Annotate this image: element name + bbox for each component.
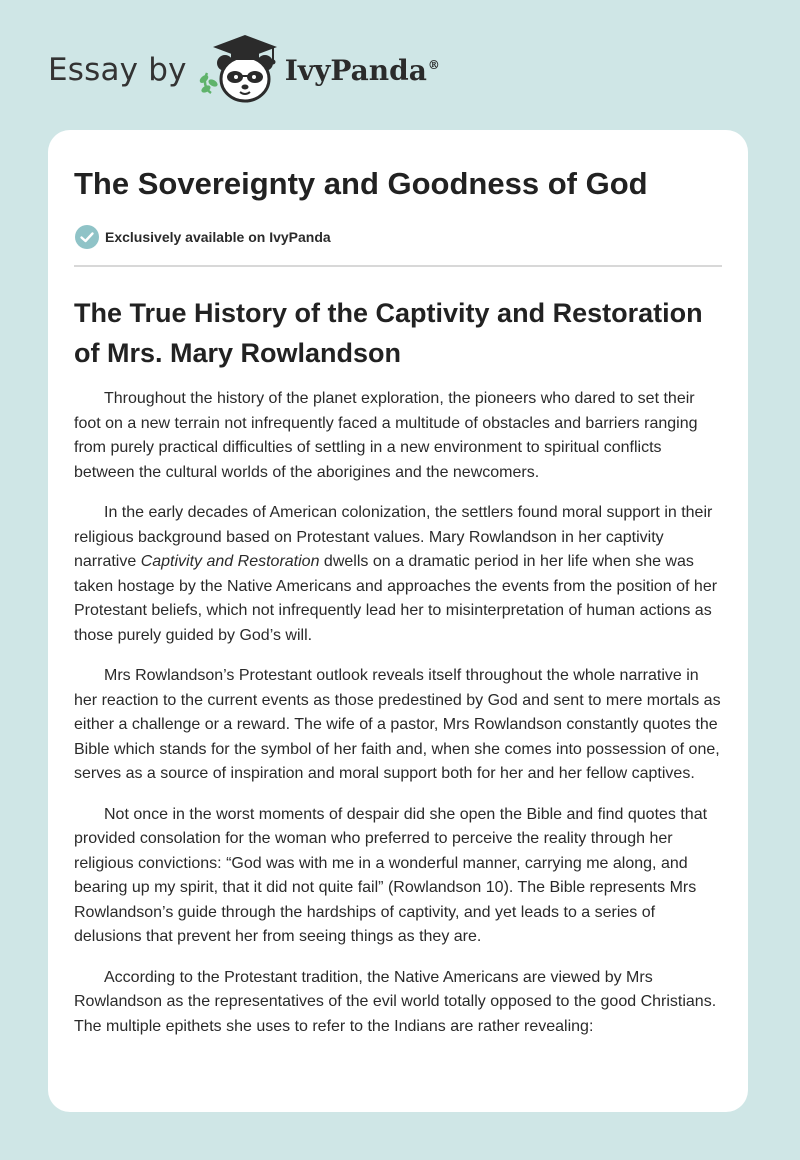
title-divider (74, 265, 722, 267)
brand-prefix: Essay by (48, 52, 187, 88)
ivypanda-logo-link[interactable] (187, 29, 440, 112)
paragraph-5: According to the Protestant tradition, the Native Americans are viewed by Mrs Rowlandson as the representatives of the evil world totally opposed to the good Christians. The multiple epithets she uses to refer to the Indians are rather revealing: (74, 968, 717, 1035)
paragraph-4: Not once in the worst moments of despair did she open the Bible and find quotes that provided consolation for the woman who preferred to perceive the reality through her religious convictions: “God was with me in a wonderful manner, carrying me along, and bearing up my spirit, that it did not quite fail” (Rowlandson 10). The Bible represents Mrs Rowlandson’s guide through the hardships of captivity, and yet leads to a series of delusions that prevent her from seeing things as they are. (74, 805, 708, 946)
book-title-italic: Captivity and Restoration (140, 553, 320, 571)
essay-body (74, 387, 722, 1039)
paragraph-2 (74, 501, 722, 648)
panda-logo-icon (195, 29, 283, 112)
brand-name-text: IvyPanda (284, 53, 427, 87)
check-circle-icon (74, 224, 100, 250)
essay-subtitle: The True History of the Captivity and Restoration of Mrs. Mary Rowlandson (74, 298, 703, 369)
brand-name (285, 54, 440, 87)
paragraph-1: Throughout the history of the planet exploration, the pioneers who dared to set their foot on a new terrain not infrequently faced a multitude of obstacles and barriers ranging from purely practical difficulties of settling in a new environment to spiritual conflicts between the cultural worlds of the aborigines and the newcomers. (74, 390, 698, 481)
site-header (48, 30, 440, 110)
exclusive-badge (74, 224, 722, 250)
paragraph-2-part-2: dwells on a dramatic period in her life when she was taken hostage by the Native Americans and approaches the events from the position of her Protestant beliefs, which not infrequently lead her to misinterpretation of human actions as those purely guided by God’s will. (74, 553, 718, 644)
page-title: The Sovereignty and Goodness of God (74, 166, 648, 201)
paragraph-2-part-1: In the early decades of American colonization, the settlers found moral support in their religious background based on Protestant values. Mary Rowlandson in her captivity narrative (74, 504, 713, 571)
essay-card (48, 130, 748, 1112)
registered-mark: ® (427, 58, 440, 73)
paragraph-3: Mrs Rowlandson’s Protestant outlook reveals itself throughout the whole narrative in her reaction to the current events as those predestined by God and sent to mere mortals as either a challenge or a reward. The wife of a pastor, Mrs Rowlandson constantly quotes the Bible which stands for the symbol of her faith and, when she comes into possession of one, serves as a source of inspiration and moral support both for her and her fellow captives. (74, 667, 721, 783)
exclusive-badge-text: Exclusively available on IvyPanda (105, 229, 331, 246)
